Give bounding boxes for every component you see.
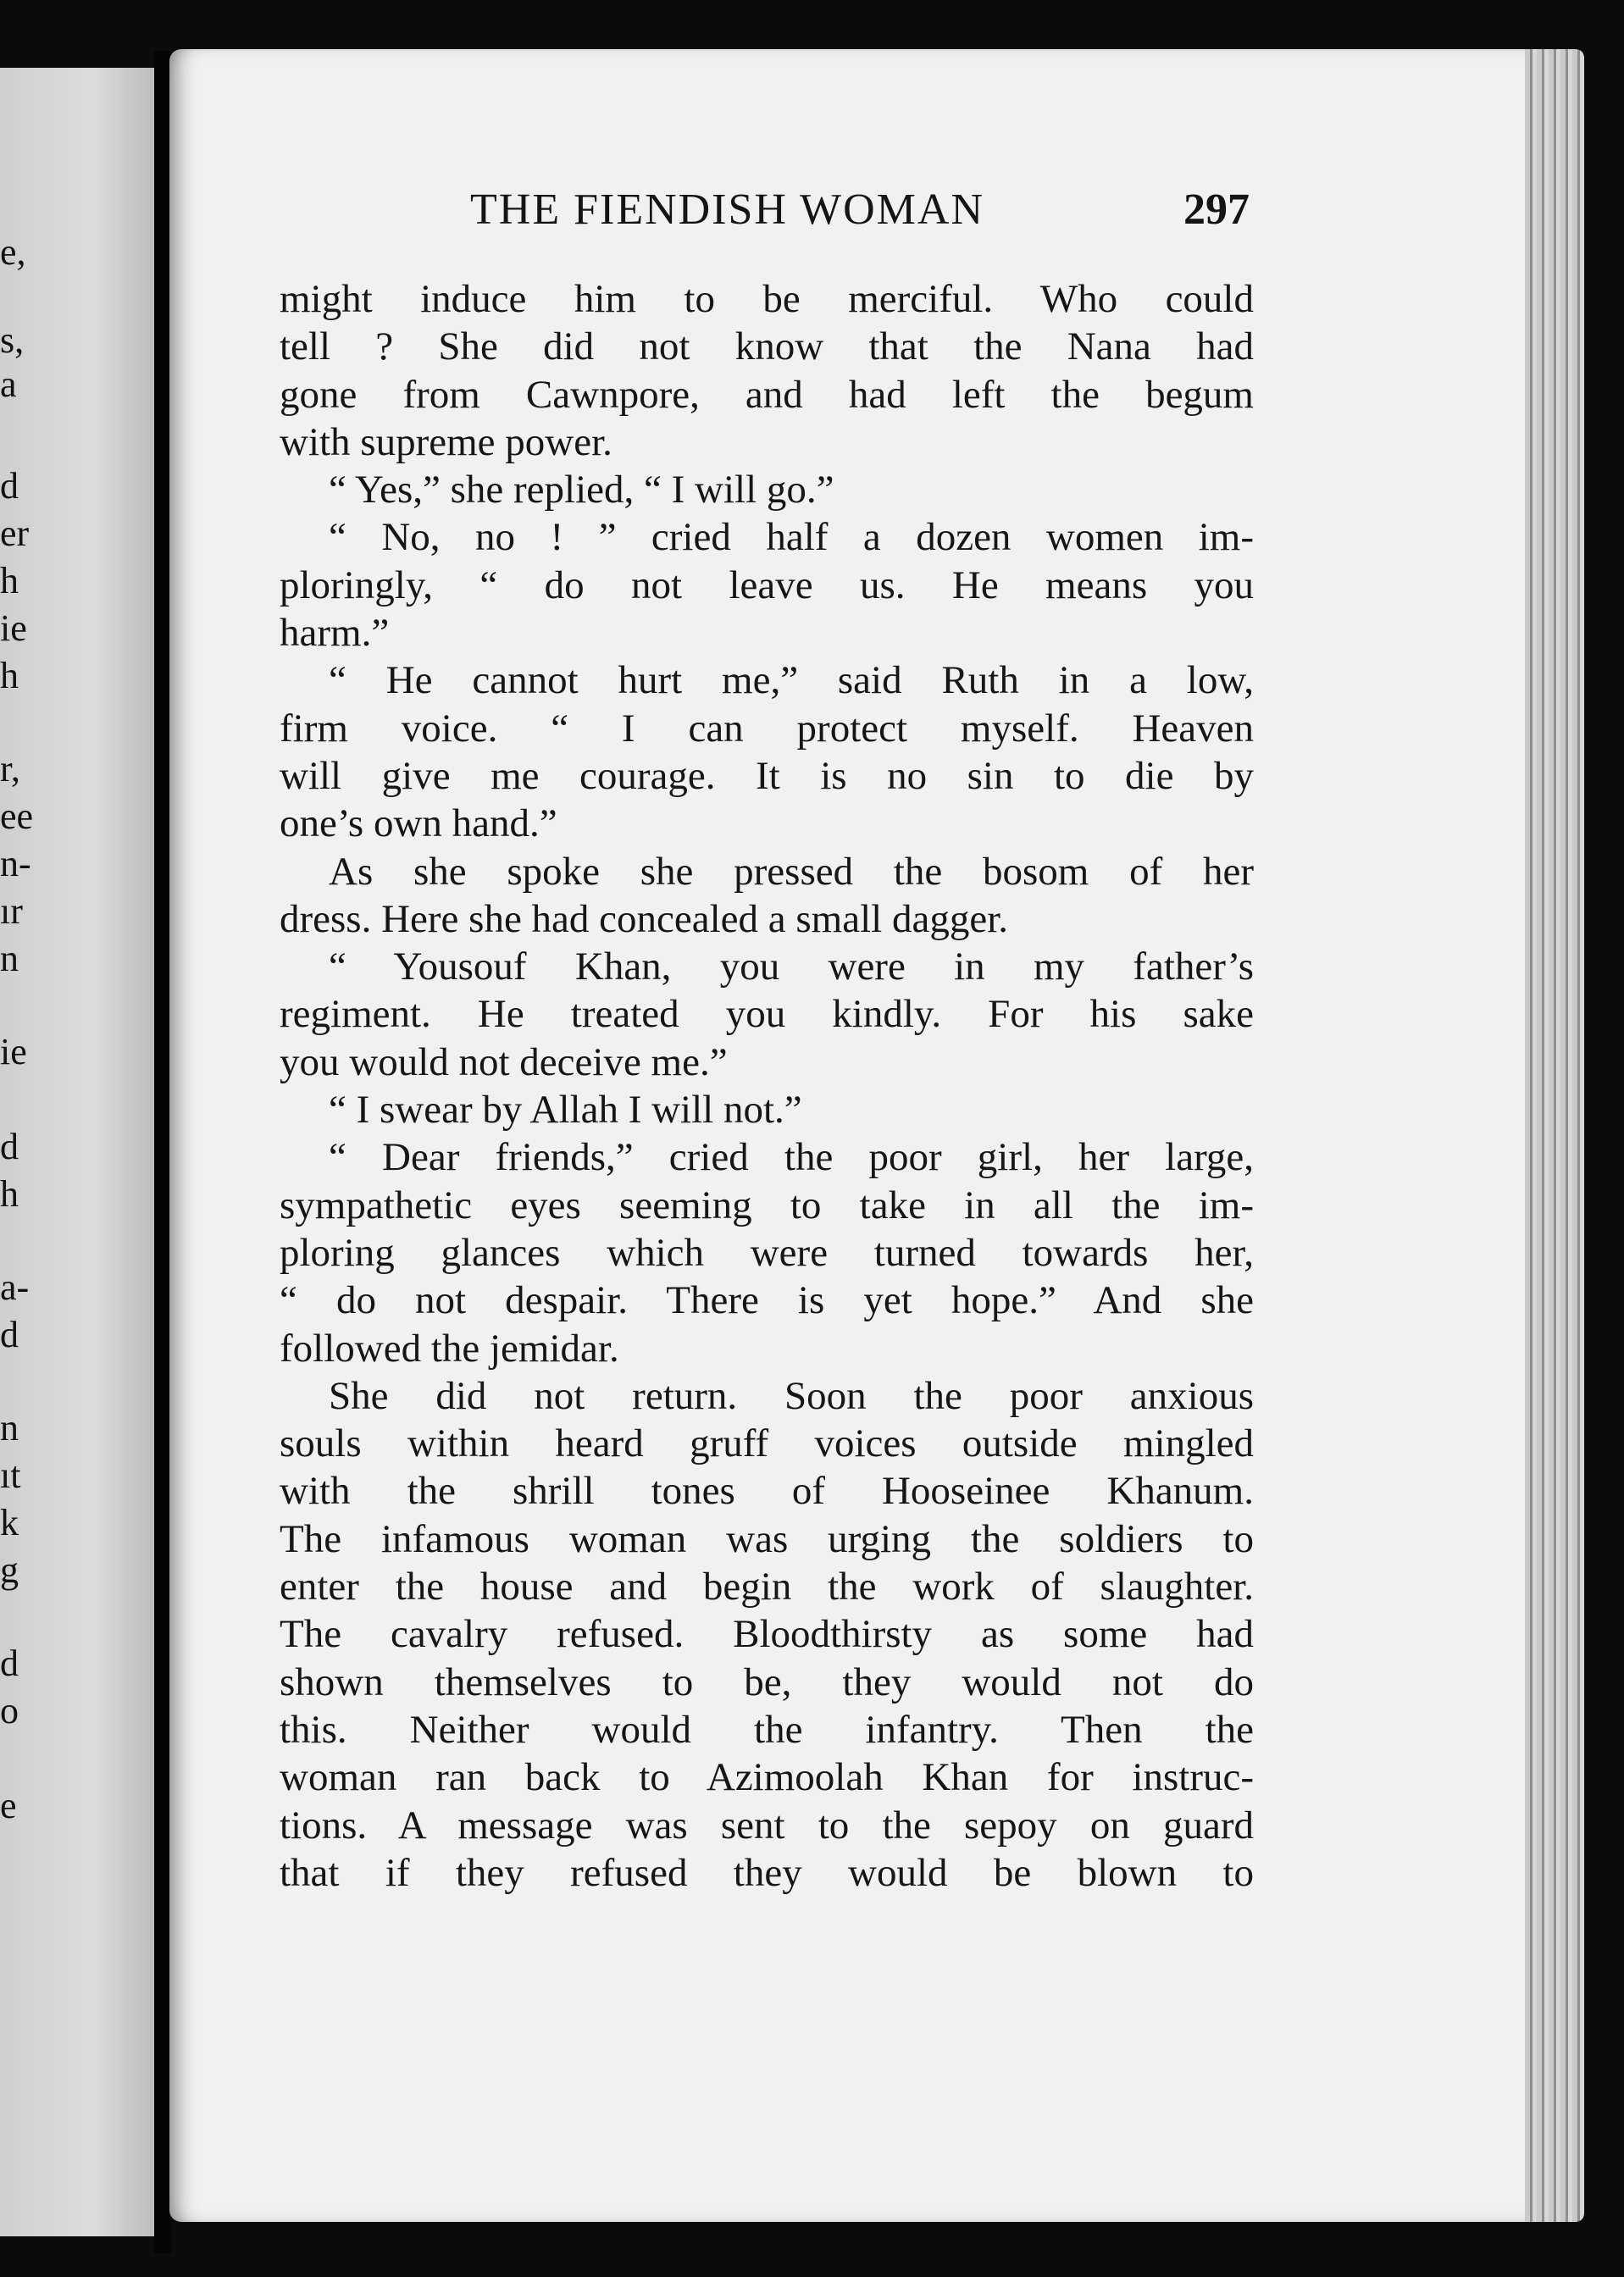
text-line: tions. A message was sent to the sepoy on guard <box>280 1803 1254 1848</box>
facing-page-fragment: n <box>0 938 19 979</box>
text-line: “ He cannot hurt me,” said Ruth in a low, <box>329 658 1254 703</box>
facing-page-fragment: s, <box>0 319 25 361</box>
text-line: The cavalry refused. Bloodthirsty as some had <box>280 1612 1254 1657</box>
facing-page-fragment: e <box>0 1785 17 1826</box>
facing-page-fragment: h <box>0 560 19 601</box>
text-line: will give me courage. It is no sin to die by <box>280 753 1254 798</box>
facing-page-fragment: o <box>0 1690 19 1731</box>
facing-page-fragment: ıt <box>0 1454 21 1496</box>
text-line: one’s own hand.” <box>280 801 557 846</box>
text-line: enter the house and begin the work of slaughter. <box>280 1565 1254 1609</box>
page-edge-stack <box>1525 49 1584 2222</box>
text-line: “ Dear friends,” cried the poor girl, her large, <box>329 1135 1254 1180</box>
text-line: “ Yousouf Khan, you were in my father’s <box>329 945 1254 989</box>
text-line: shown themselves to be, they would not do <box>280 1659 1254 1704</box>
text-line: regiment. He treated you kindly. For his sake <box>280 992 1254 1037</box>
text-line: might induce him to be merciful. Who could <box>280 277 1254 321</box>
text-line: sympathetic eyes seeming to take in all the im- <box>280 1183 1254 1227</box>
page-number: 297 <box>1183 186 1250 234</box>
facing-page-fragment: ie <box>0 1031 27 1072</box>
facing-page-fragment: ee <box>0 795 34 837</box>
text-line: followed the jemidar. <box>280 1326 619 1371</box>
text-line: woman ran back to Azimoolah Khan for instruc- <box>280 1755 1254 1800</box>
text-line: this. Neither would the infantry. Then the <box>280 1707 1254 1752</box>
text-line: “ I swear by Allah I will not.” <box>329 1088 802 1133</box>
facing-page-edge <box>0 68 154 2236</box>
body-text <box>280 275 1254 1897</box>
text-line: ploring glances which were turned towards her, <box>280 1230 1254 1275</box>
facing-page-fragment: d <box>0 1126 19 1167</box>
facing-page-text-fragments <box>0 68 154 2236</box>
text-line: souls within heard gruff voices outside mingled <box>280 1421 1254 1466</box>
text-line: harm.” <box>280 611 390 656</box>
text-line: that if they refused they would be blown to <box>280 1850 1254 1895</box>
facing-page-fragment: d <box>0 1314 19 1355</box>
facing-page-fragment: r, <box>0 748 20 789</box>
text-line: you would not deceive me.” <box>280 1039 728 1084</box>
facing-page-fragment: a- <box>0 1266 30 1308</box>
facing-page-fragment: e, <box>0 231 26 273</box>
text-line: “ do not despair. There is yet hope.” And she <box>280 1278 1254 1323</box>
facing-page-fragment: er <box>0 512 30 554</box>
running-title: THE FIENDISH WOMAN <box>470 186 985 234</box>
facing-page-fragment: h <box>0 655 19 696</box>
facing-page-fragment: a <box>0 363 17 405</box>
book-gutter <box>154 51 171 2253</box>
text-line: The infamous woman was urging the soldiers to <box>280 1516 1254 1561</box>
text-line: tell ? She did not know that the Nana had <box>280 324 1254 369</box>
facing-page-fragment: n <box>0 1407 19 1449</box>
text-line: ploringly, “ do not leave us. He means you <box>280 562 1254 607</box>
text-line: “ Yes,” she replied, “ I will go.” <box>329 468 834 512</box>
text-line: with the shrill tones of Hooseinee Khanum. <box>280 1469 1254 1514</box>
facing-page-fragment: g <box>0 1549 19 1591</box>
facing-page-fragment: ır <box>0 890 23 932</box>
text-line: with supreme power. <box>280 419 612 464</box>
facing-page-fragment: h <box>0 1173 19 1215</box>
text-line: As she spoke she pressed the bosom of her <box>329 849 1254 894</box>
facing-page-fragment: d <box>0 465 19 507</box>
text-line: dress. Here she had concealed a small dagger. <box>280 896 1008 941</box>
text-line: firm voice. “ I can protect myself. Heaven <box>280 706 1254 751</box>
text-line: gone from Cawnpore, and had left the begum <box>280 372 1254 417</box>
facing-page-fragment: k <box>0 1502 19 1543</box>
text-line: “ No, no ! ” cried half a dozen women im- <box>329 515 1254 560</box>
facing-page-fragment: ie <box>0 607 27 649</box>
facing-page-fragment: d <box>0 1643 19 1684</box>
text-line: She did not return. Soon the poor anxious <box>329 1373 1254 1418</box>
facing-page-fragment: n- <box>0 843 31 884</box>
